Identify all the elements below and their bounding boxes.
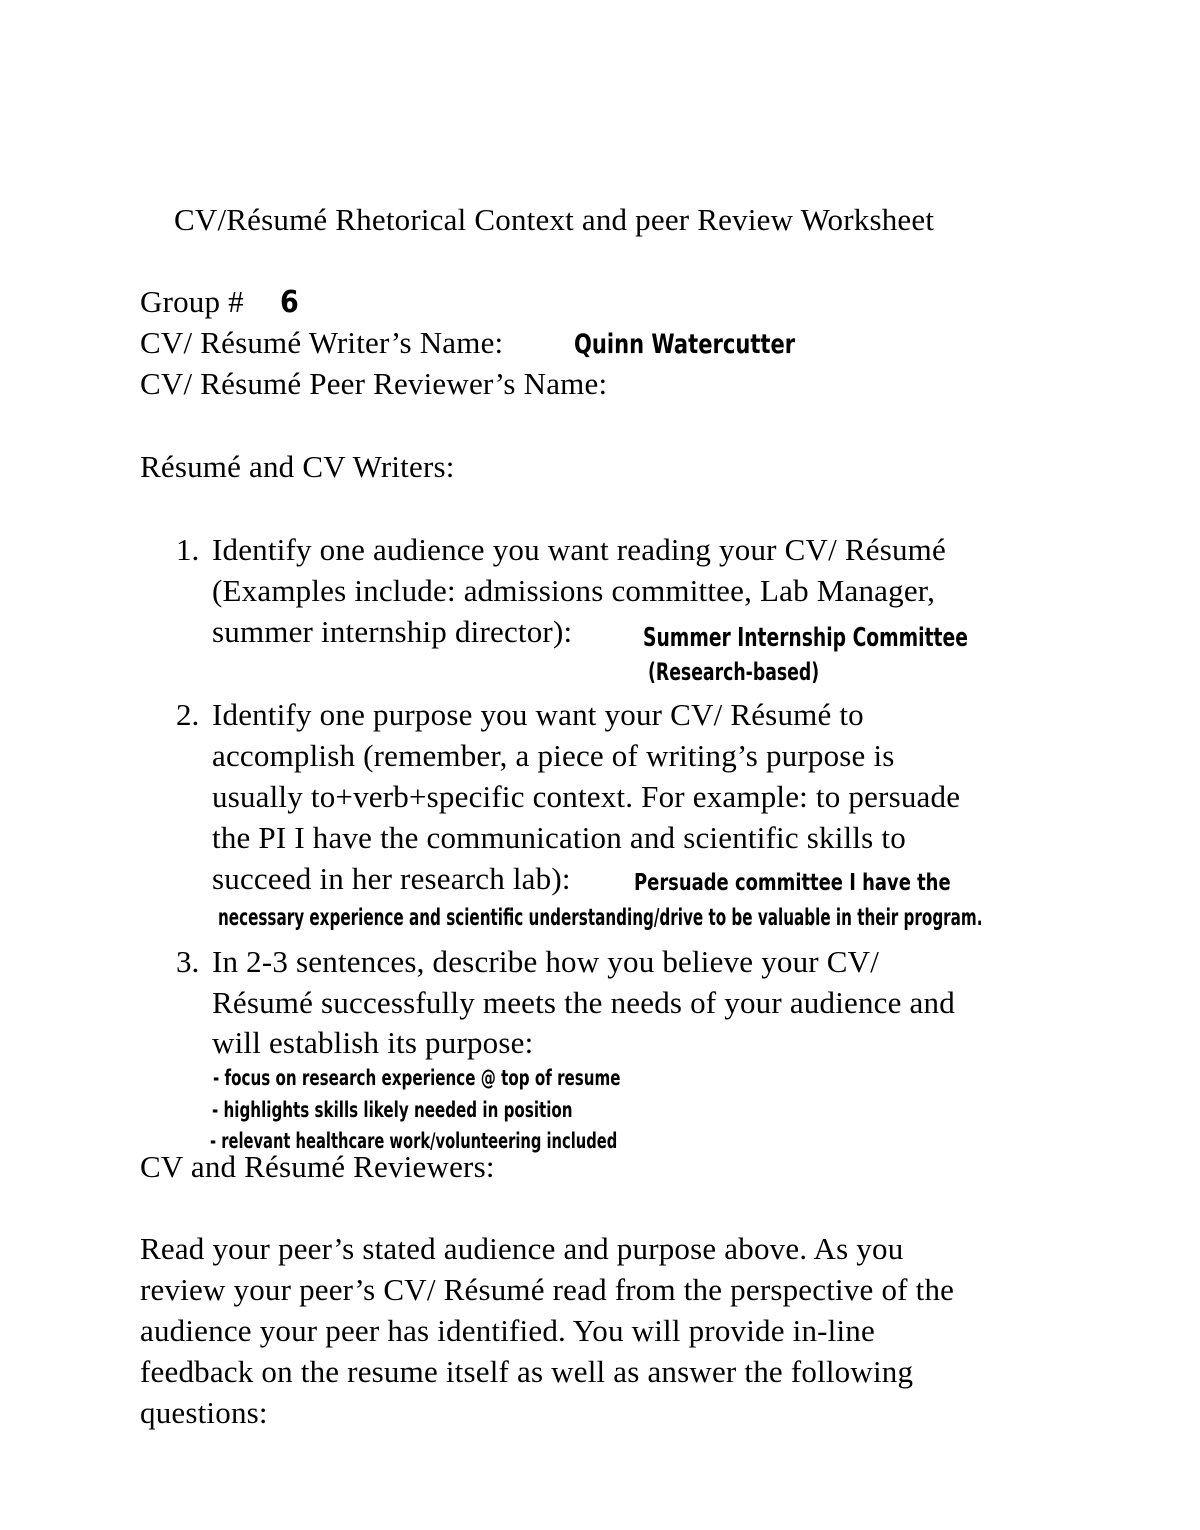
item-1-line-1: Identify one audience you want reading your CV/ Résumé [212, 532, 946, 567]
item-2-line-1: Identify one purpose you want your CV/ Résumé to [212, 697, 864, 732]
worksheet-title: CV/Résumé Rhetorical Context and peer Review Worksheet [174, 202, 935, 237]
reviewers-paragraph-line-5: questions: [140, 1395, 268, 1430]
writers-section-heading: Résumé and CV Writers: [140, 449, 455, 484]
item-1-line-2: (Examples include: admissions committee, Lab Manager, [212, 573, 936, 608]
item-number: 1. [176, 532, 200, 567]
item-3-line-1: In 2-3 sentences, describe how you believe your CV/ [212, 944, 880, 979]
group-value-handwritten: 6 [280, 285, 299, 320]
writer-name-handwritten: Quinn Watercutter [574, 329, 796, 360]
item-2-answer-line-1: Persuade committee I have the [634, 870, 951, 896]
item-3-answer-line-2: - highlights skills likely needed in position [212, 1098, 573, 1122]
item-2-line-2: accomplish (remember, a piece of writing’s purpose is [212, 738, 895, 773]
item-number: 2. [176, 697, 200, 732]
item-2-answer-line-2: necessary experience and scientific understanding/drive to be valuable in their program. [218, 905, 983, 931]
item-2-line-4: the PI I have the communication and scientific skills to [212, 820, 906, 855]
reviewers-paragraph-line-4: feedback on the resume itself as well as answer the following [140, 1354, 914, 1389]
item-2-line-3: usually to+verb+specific context. For example: to persuade [212, 779, 961, 814]
item-1-answer-line-2: (Research-based) [648, 658, 820, 686]
reviewers-paragraph-line-1: Read your peer’s stated audience and purpose above. As you [140, 1231, 904, 1266]
item-3-answer-line-3: - relevant healthcare work/volunteering included [210, 1129, 618, 1153]
reviewers-section-heading: CV and Résumé Reviewers: [140, 1149, 495, 1184]
item-1-answer-line-1: Summer Internship Committee [643, 623, 968, 653]
reviewers-paragraph-line-3: audience your peer has identified. You will provide in-line [140, 1313, 875, 1348]
item-2-line-5: succeed in her research lab): [212, 861, 571, 896]
reviewers-paragraph-line-2: review your peer’s CV/ Résumé read from the perspective of the [140, 1272, 955, 1307]
item-number: 3. [176, 944, 200, 979]
group-label: Group # [140, 284, 244, 319]
item-3-answer-line-1: - focus on research experience @ top of resume [213, 1066, 621, 1090]
item-3-line-3: will establish its purpose: [212, 1025, 534, 1060]
item-1-line-3: summer internship director): [212, 614, 573, 649]
item-3-line-2: Résumé successfully meets the needs of your audience and [212, 985, 955, 1020]
reviewer-name-label: CV/ Résumé Peer Reviewer’s Name: [140, 366, 608, 401]
writer-name-label: CV/ Résumé Writer’s Name: [140, 325, 504, 360]
